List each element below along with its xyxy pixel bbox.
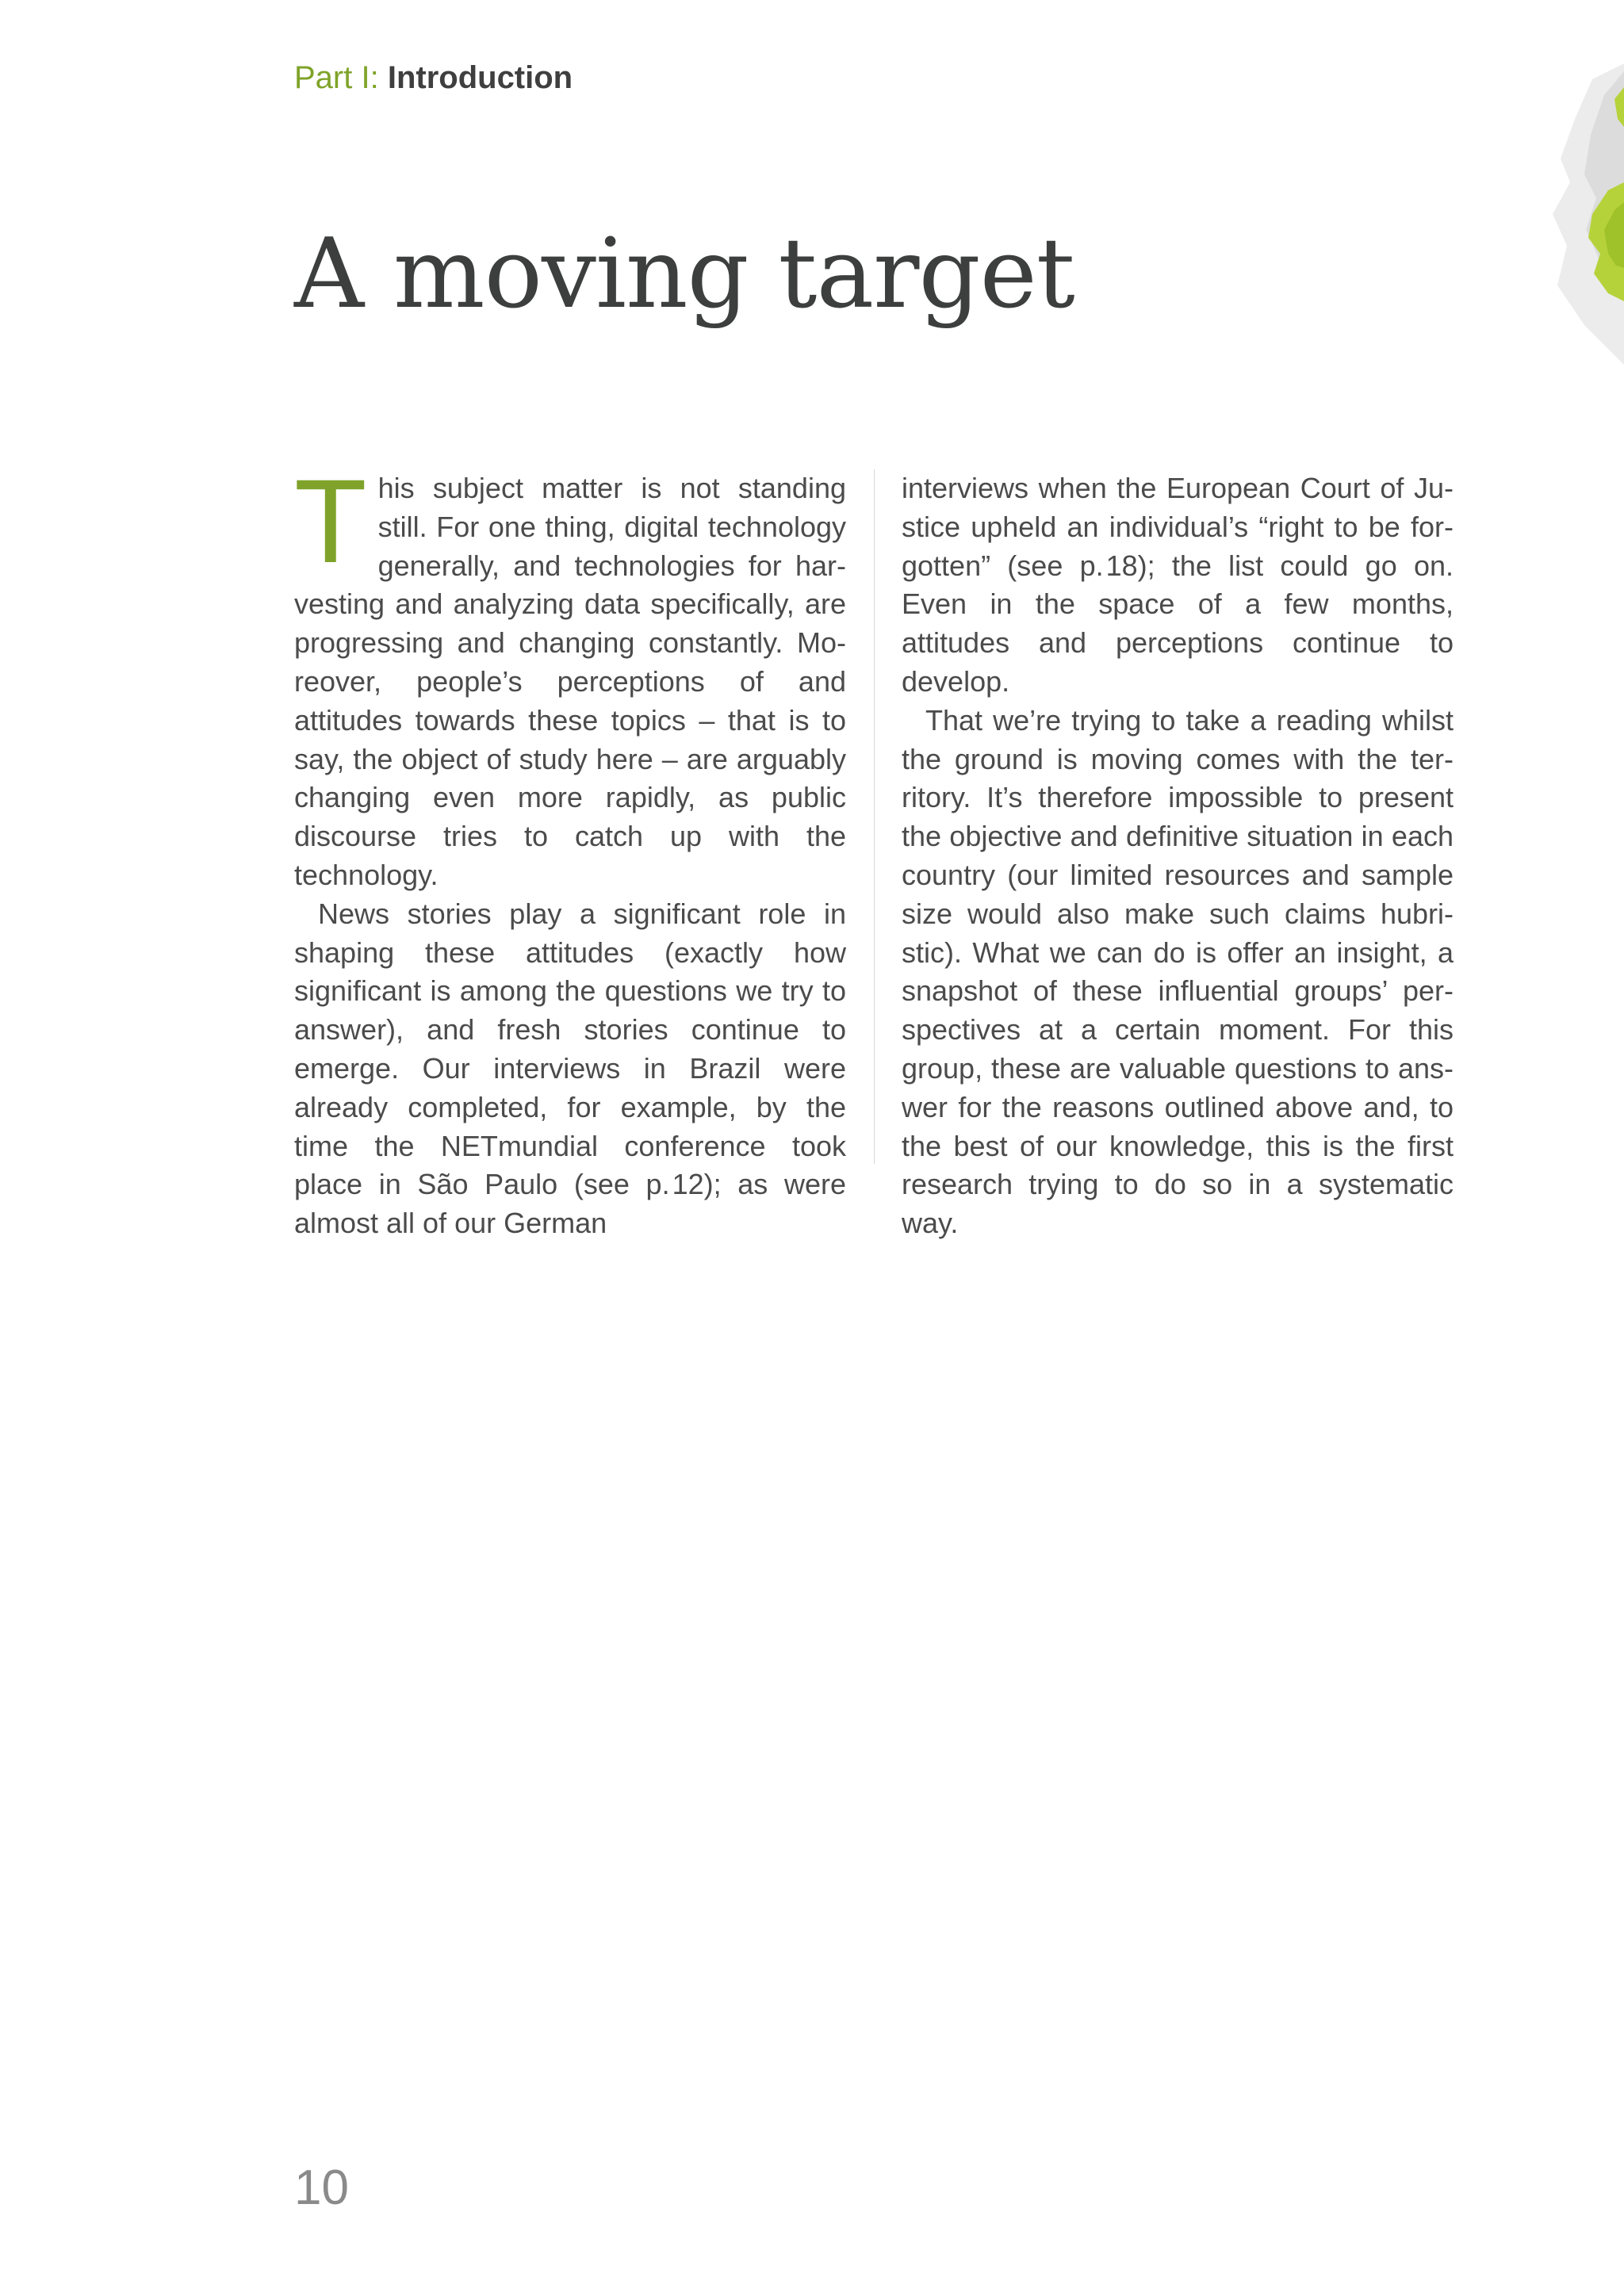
article-body xyxy=(294,454,1455,1240)
paragraph-2: News stories play a significant role in shaping these attitudes (exactly how significant is among the questions we try to answer), and fresh stories continue to emerge. Our interviews in Brazil were already completed, for example, by the time the NETmundial conference took place in São Paulo (see p. 12); as were almost all of our German xyxy=(294,897,846,1240)
right-column xyxy=(902,469,1454,1243)
paragraph-4: That we’re trying to take a reading whilst the ground is moving comes with the territory. It’s therefore impossible to present the objective and definitive situation in each country (our limited resources and sample size would also make such claims hubristic). What we can do is offer an insight, a snapshot of these influential groups’ perspectives at a certain moment. For this group, these are valuable questions to answer for the reasons outlined above and, to the best of our knowledge, this is the first research trying to do so in a systematic way. xyxy=(902,703,1454,1240)
section-label xyxy=(294,57,573,98)
left-column xyxy=(294,454,846,1243)
paragraph-1 xyxy=(294,454,846,895)
section-name: Introduction xyxy=(387,60,573,95)
page-title: A moving target xyxy=(294,217,1074,330)
section-part: Part I: xyxy=(294,60,379,95)
decorative-leaf-graphic xyxy=(1529,63,1624,365)
page-number: 10 xyxy=(294,2160,349,2215)
paragraph-3: interviews when the European Court of Justice upheld an individual’s “right to be forgotten” (see p. 18); the list could go on. Even in the space of a few months, attitudes and perceptions continue to develop. xyxy=(902,472,1454,698)
column-divider xyxy=(874,469,875,1164)
paragraph-1-text: his subject matter is not standing still. For one thing, digital technology generally, and technologies for harvesting and analyzing data specifically, are progressing and changing constantly. Moreover, people’s perceptions of and attitudes towards these topics – that is to say, the object of study here – are arguably changing even more rapidly, as public discourse tries to catch up with the technology. xyxy=(294,472,846,891)
drop-cap: T xyxy=(294,454,367,587)
